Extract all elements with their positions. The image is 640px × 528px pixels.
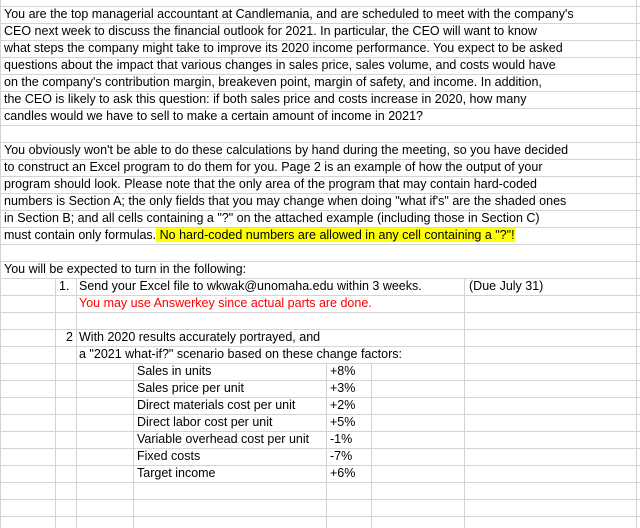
item-number: 2 bbox=[66, 330, 73, 344]
factor-value: +6% bbox=[330, 466, 356, 480]
intro-text: on the company's contribution margin, breakeven point, margin of safety, and income. In addition, bbox=[4, 75, 542, 89]
intro-text: what steps the company might take to improve its 2020 income performance. You expect to be asked bbox=[4, 41, 563, 55]
factor-label: Sales in units bbox=[137, 364, 212, 378]
factor-label: Sales price per unit bbox=[137, 381, 245, 395]
answerkey-note: You may use Answerkey since actual parts are done. bbox=[79, 296, 372, 310]
factor-label: Variable overhead cost per unit bbox=[137, 432, 310, 446]
factor-label: Fixed costs bbox=[137, 449, 201, 463]
factor-value: +8% bbox=[330, 364, 356, 378]
factor-value: -1% bbox=[330, 432, 353, 446]
highlighted-warning: No hard-coded numbers are allowed in any cell containing a "?"! bbox=[156, 228, 515, 242]
instructions-text: to construct an Excel program to do them for you. Page 2 is an example of how the output of your bbox=[4, 160, 543, 174]
intro-text: the CEO is likely to ask this question: if both sales price and costs increase in 2020, how many bbox=[4, 92, 527, 106]
factor-value: -7% bbox=[330, 449, 353, 463]
intro-text: candles would we have to sell to make a certain amount of income in 2021? bbox=[4, 109, 423, 123]
instructions-text: in Section B; and all cells containing a "?" on the attached example (including those in Section C) bbox=[4, 211, 540, 225]
instructions-plain-text: must contain only formulas. bbox=[4, 228, 157, 242]
instructions-text: You obviously won't be able to do these calculations by hand during the meeting, so you have decided bbox=[4, 143, 569, 157]
item-text: a "2021 what-if?" scenario based on these change factors: bbox=[79, 347, 402, 361]
deliverables-heading: You will be expected to turn in the following: bbox=[4, 262, 247, 276]
factor-value: +2% bbox=[330, 398, 356, 412]
item-number: 1. bbox=[59, 279, 70, 293]
item-text: With 2020 results accurately portrayed, and bbox=[79, 330, 321, 344]
intro-text: CEO next week to discuss the financial outlook for 2021. In particular, the CEO will want to know bbox=[4, 24, 537, 38]
factor-value: +3% bbox=[330, 381, 356, 395]
item-text: Send your Excel file to wkwak@unomaha.edu within 3 weeks. bbox=[79, 279, 422, 293]
instructions-text bbox=[4, 227, 515, 244]
factor-label: Direct labor cost per unit bbox=[137, 415, 273, 429]
intro-text: questions about the impact that various changes in sales price, sales volume, and costs would have bbox=[4, 58, 556, 72]
factor-label: Direct materials cost per unit bbox=[137, 398, 296, 412]
factor-value: +5% bbox=[330, 415, 356, 429]
instructions-text: program should look. Please note that the only area of the program that may contain hard-coded bbox=[4, 177, 537, 191]
factor-label: Target income bbox=[137, 466, 216, 480]
instructions-text: numbers is Section A; the only fields that you may change when doing "what if's" are the shaded ones bbox=[4, 194, 567, 208]
intro-text: You are the top managerial accountant at Candlemania, and are scheduled to meet with the company's bbox=[4, 7, 574, 21]
due-date: (Due July 31) bbox=[469, 279, 544, 293]
